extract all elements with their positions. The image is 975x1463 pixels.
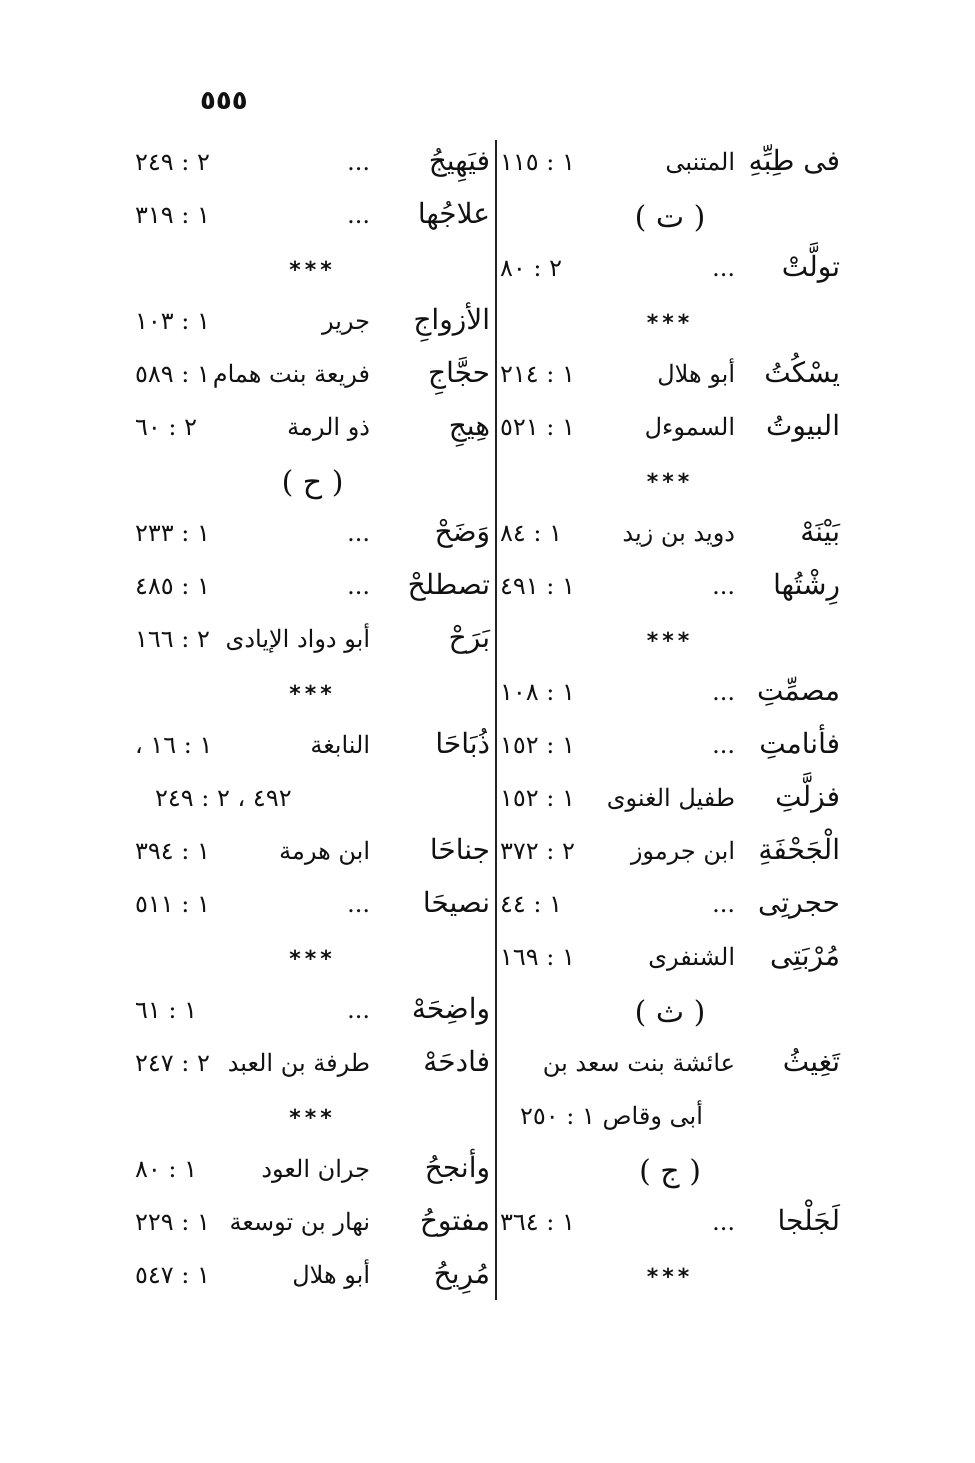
entry-reference: ١ : ٥٢١ <box>500 413 575 441</box>
index-entry <box>135 1039 490 1092</box>
index-entry <box>500 774 840 827</box>
index-entry <box>135 721 490 774</box>
index-entry <box>500 880 840 933</box>
entry-word: رِشْتُها <box>773 568 840 601</box>
entry-reference: ١ : ١٠٣ <box>135 307 210 335</box>
entry-poet: ابن هرمة <box>279 837 370 865</box>
letter-section-heading: ( ج ) <box>639 1154 701 1189</box>
continuation-text: أبى وقاص ١ : ٢٥٠ <box>520 1102 703 1130</box>
entry-word: مُرْبَتِى <box>769 939 840 972</box>
entry-reference: ٢ : ٢٤٩ <box>135 148 210 176</box>
right-column <box>500 138 840 1304</box>
entry-reference: ٢ : ٢٤٧ <box>135 1049 210 1077</box>
entry-word: مصمِّتِ <box>757 674 840 707</box>
entry-continuation <box>135 774 490 827</box>
entry-word: حجَّاجِ <box>428 356 490 389</box>
entry-word: علاجُها <box>417 197 490 230</box>
index-entry <box>500 350 840 403</box>
entry-word: نصيحَا <box>422 886 490 919</box>
entry-poet: ... <box>347 148 370 176</box>
entry-poet: نهار بن توسعة <box>229 1208 370 1236</box>
asterisk-separator: *** <box>289 947 336 972</box>
index-entry <box>135 138 490 191</box>
entry-word: فادحَهْ <box>423 1045 490 1078</box>
entry-poet: جرير <box>322 307 370 335</box>
entry-poet: جران العود <box>261 1155 370 1183</box>
index-entry <box>500 1039 840 1092</box>
index-entry <box>500 933 840 986</box>
entry-reference: ٢ : ٦٠ <box>135 413 198 441</box>
entry-reference: ١ : ٥١١ <box>135 890 210 918</box>
entry-reference: ١ : ١٥٢ <box>500 784 575 812</box>
entry-reference: ١ : ٣٩٤ <box>135 837 210 865</box>
asterisk-separator: *** <box>646 1265 694 1290</box>
index-entry <box>135 1251 490 1304</box>
entry-word: بَيْنَهْ <box>800 515 840 548</box>
index-entry <box>135 1145 490 1198</box>
index-entry <box>500 668 840 721</box>
entry-word: واضِحَهْ <box>411 992 490 1025</box>
asterisk-separator: *** <box>646 629 694 654</box>
entry-reference: ١ : ٦١ <box>135 996 198 1024</box>
asterisk-separator: *** <box>646 470 694 495</box>
entry-word: البيوتُ <box>765 409 840 442</box>
letter-section-heading: ( ث ) <box>634 995 706 1030</box>
entry-poet: عائشة بنت سعد بن <box>542 1049 735 1077</box>
index-entry <box>500 403 840 456</box>
entry-poet: فريعة بنت همام <box>212 360 370 388</box>
index-entry <box>500 244 840 297</box>
entry-poet: النابغة <box>310 731 370 759</box>
entry-word: الأزواجِ <box>413 303 490 336</box>
entry-reference: ١ : ٥٨٩ <box>135 360 210 388</box>
entry-poet: طرفة بن العبد <box>227 1049 370 1077</box>
column-divider <box>495 140 497 1300</box>
index-entry <box>500 509 840 562</box>
entry-poet: ... <box>347 572 370 600</box>
entry-word: يسْكُتُ <box>764 356 840 389</box>
index-entry <box>135 880 490 933</box>
asterisk-separator: *** <box>646 311 694 336</box>
entry-word: وأنجحُ <box>424 1151 490 1184</box>
entry-reference: ١ : ٣٦٤ <box>500 1208 575 1236</box>
index-entry <box>135 403 490 456</box>
letter-section-heading: ( ح ) <box>281 465 344 500</box>
entry-poet: ذو الرمة <box>287 413 370 441</box>
entry-word: تولَّتْ <box>781 250 840 283</box>
index-entry <box>135 509 490 562</box>
entry-reference: ١ : ٤٩١ <box>500 572 575 600</box>
entry-poet: ابن جرموز <box>630 837 735 865</box>
entry-reference: ١ : ١٦٩ <box>500 943 575 971</box>
entry-word: جناحَا <box>429 833 490 866</box>
entry-poet: أبو هلال <box>657 360 735 388</box>
index-entry <box>135 297 490 350</box>
entry-reference: ١ : ٣١٩ <box>135 201 210 229</box>
entry-word: تصطلحْ <box>407 568 490 601</box>
entry-reference: ١ : ٤٤ <box>500 890 563 918</box>
entry-word: فأنامتِ <box>759 727 840 760</box>
index-entry <box>135 562 490 615</box>
entry-poet: ... <box>347 890 370 918</box>
entry-word: فيَهِيجُ <box>428 144 490 177</box>
index-entry <box>500 1198 840 1251</box>
entry-poet: المتنبى <box>665 148 735 176</box>
left-column <box>135 138 490 1304</box>
entry-reference: ١ : ١٠٨ <box>500 678 575 706</box>
entry-poet: السموءل <box>644 413 735 441</box>
entry-word: الْجَحْفَةِ <box>758 833 840 866</box>
entry-reference: ١ : ٥٤٧ <box>135 1261 210 1289</box>
entry-poet: أبو هلال <box>292 1261 370 1289</box>
entry-word: بَرَحْ <box>448 621 490 654</box>
entry-reference: ١ : ٨٤ <box>500 519 563 547</box>
entry-poet: ... <box>347 996 370 1024</box>
entry-reference: ١ : ١٦ ، <box>135 731 213 759</box>
entry-word: تَغِيثُ <box>782 1045 840 1078</box>
entry-word: لَجَلْجا <box>777 1204 840 1237</box>
entry-reference: ٢ : ٨٠ <box>500 254 563 282</box>
entry-poet: أبو دواد الإيادى <box>225 625 370 653</box>
entry-poet: ... <box>347 201 370 229</box>
entry-poet: ... <box>712 254 735 282</box>
entry-reference: ١ : ١١٥ <box>500 148 575 176</box>
entry-word: حجرتِى <box>758 886 840 919</box>
entry-word: هِيجِ <box>448 409 490 442</box>
entry-reference: ١ : ٤٨٥ <box>135 572 210 600</box>
entry-reference: ٢ : ١٦٦ <box>135 625 210 653</box>
entry-reference: ١ : ٢٣٣ <box>135 519 210 547</box>
index-entry <box>500 721 840 774</box>
entry-word: مُرِيحُ <box>433 1257 490 1290</box>
entry-reference: ١ : ٢٢٩ <box>135 1208 210 1236</box>
entry-word: فزلَّتِ <box>775 780 840 813</box>
entry-reference: ١ : ١٥٢ <box>500 731 575 759</box>
continuation-text: ٤٩٢ ، ٢ : ٢٤٩ <box>155 784 292 812</box>
entry-poet: ... <box>347 519 370 547</box>
entry-poet: دويد بن زيد <box>622 519 735 547</box>
page-number: ٥٥٥ <box>200 86 248 116</box>
index-entry <box>135 615 490 668</box>
index-entry <box>500 827 840 880</box>
entry-poet: ... <box>712 1208 735 1236</box>
index-entry <box>500 138 840 191</box>
entry-word: ذُبَاحَا <box>435 727 490 760</box>
index-entry <box>135 986 490 1039</box>
entry-poet: ... <box>712 678 735 706</box>
asterisk-separator: *** <box>289 258 336 283</box>
entry-poet: طفيل الغنوى <box>606 784 735 812</box>
entry-poet: ... <box>712 890 735 918</box>
index-entry <box>135 350 490 403</box>
asterisk-separator: *** <box>289 682 336 707</box>
entry-word: مفتوحُ <box>419 1204 490 1237</box>
entry-continuation <box>500 1092 840 1145</box>
index-entry <box>135 191 490 244</box>
entry-reference: ٢ : ٣٧٢ <box>500 837 575 865</box>
index-entry <box>500 562 840 615</box>
entry-reference: ١ : ٨٠ <box>135 1155 198 1183</box>
index-entry <box>135 827 490 880</box>
entry-poet: ... <box>712 731 735 759</box>
entry-poet: الشنفرى <box>648 943 735 971</box>
entry-word: فى طِبِّهِ <box>748 144 840 177</box>
index-entry <box>135 1198 490 1251</box>
asterisk-separator: *** <box>289 1106 336 1131</box>
entry-poet: ... <box>712 572 735 600</box>
letter-section-heading: ( ت ) <box>634 200 706 235</box>
entry-word: وَضَحْ <box>434 515 490 548</box>
entry-reference: ١ : ٢١٤ <box>500 360 575 388</box>
